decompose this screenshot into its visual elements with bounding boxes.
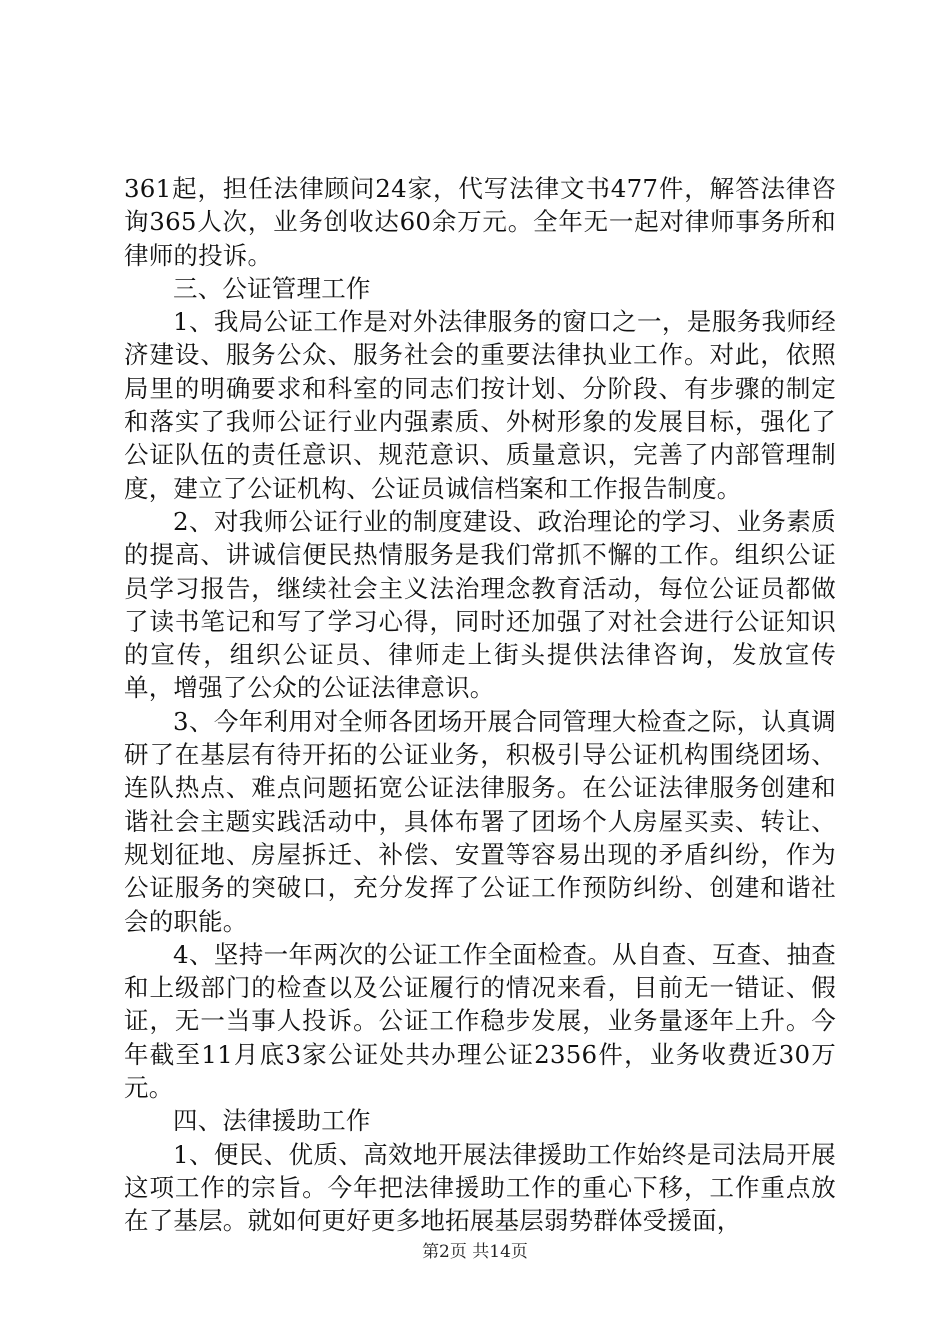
section-heading-notary: 三、公证管理工作 [173,273,371,303]
section-heading-legal-aid: 四、法律援助工作 [173,1106,371,1136]
paragraph-1: 361起，担任法律顾问24家，代写法律文书477件，解答法律咨询365人次，业务创收达60余万元。全年无一起对律师事务所和律师的投诉。 [124,174,836,270]
paragraph-legal-aid-1: 1、便民、优质、高效地开展法律援助工作始终是司法局开展这项工作的宗旨。今年把法律援助工作的重心下移，工作重点放在了基层。就如何更好更多地拓展基层弱势群体受援面， [124,1139,836,1236]
document-body [124,172,836,1238]
paragraph-notary-3: 3、今年利用对全师各团场开展合同管理大检查之际，认真调研了在基层有待开拓的公证业务，积极引导公证机构围绕团场、连队热点、难点问题拓宽公证法律服务。在公证法律服务创建和谐社会主题实践活动中，具体布署了团场个人房屋买卖、转让、规划征地、房屋拆迁、补偿、安置等容易出现的矛盾纠纷，作为公证服务的突破口，充分发挥了公证工作预防纠纷、创建和谐社会的职能。 [124,706,836,936]
paragraph-notary-4: 4、坚持一年两次的公证工作全面检查。从自查、互查、抽查和上级部门的检查以及公证履行的情况来看，目前无一错证、假证，无一当事人投诉。公证工作稳步发展，业务量逐年上升。今年截至11月底3家公证处共办理公证2356件，业务收费近30万元。 [124,939,836,1103]
paragraph-notary-2: 2、对我师公证行业的制度建设、政治理论的学习、业务素质的提高、讲诚信便民热情服务是我们常抓不懈的工作。组织公证员学习报告，继续社会主义法治理念教育活动，每位公证员都做了读书笔记和写了学习心得，同时还加强了对社会进行公证知识的宣传，组织公证员、律师走上街头提供法律咨询，发放宣传单，增强了公众的公证法律意识。 [124,506,836,703]
paragraph-notary-1: 1、我局公证工作是对外法律服务的窗口之一，是服务我师经济建设、服务公众、服务社会的重要法律执业工作。对此，依照局里的明确要求和科室的同志们按计划、分阶段、有步骤的制定和落实了我师公证行业内强素质、外树形象的发展目标，强化了公证队伍的责任意识、规范意识、质量意识，完善了内部管理制度，建立了公证机构、公证员诚信档案和工作报告制度。 [124,307,836,503]
page-number-footer: 第2页 共14页 [422,1242,528,1262]
